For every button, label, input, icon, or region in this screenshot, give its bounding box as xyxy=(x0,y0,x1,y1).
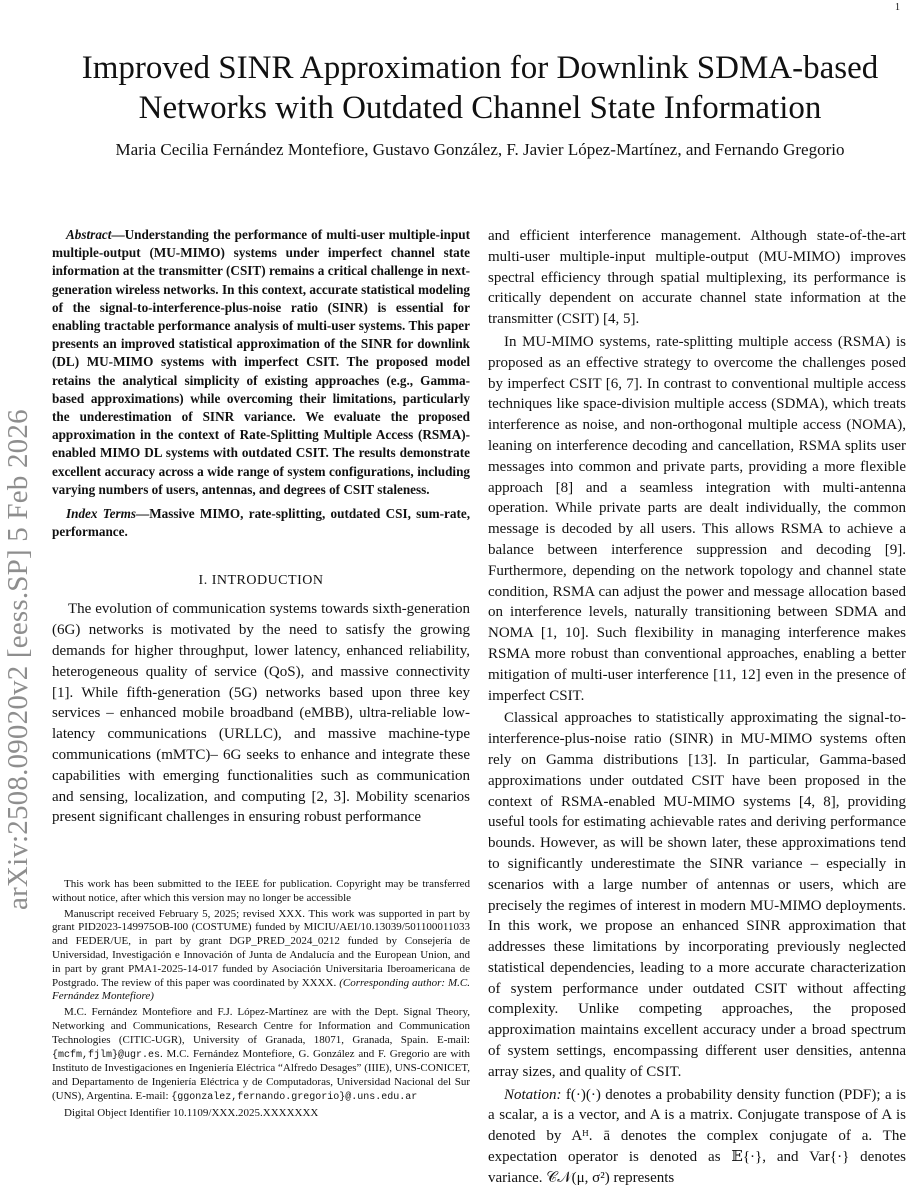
footnote-manuscript xyxy=(52,908,470,1005)
footnote-email-ugr: {mcfm,fjlm}@ugr.es xyxy=(52,1049,161,1061)
footnote-affiliation-middle: . M.C. Fernández Montefiore, G. González and F. Gregorio are with Instituto de Investigaciones en Ingeniería Eléctrica “Alfredo Desages” (IIIE), UNS-CONICET, and Departamento de Ingeniería Eléctrica y de Computadoras, Universidad Nacional del Sur (UNS), Argentina. E-mail: xyxy=(52,1047,470,1102)
intro-continuation: and efficient interference management. Although state-of-the-art multi-user multiple-input multiple-output (MU-MIMO) improves spectral efficiency through spatial multiplexing, its performance is critically dependent on accurate channel state information at the transmitter (CSIT) [4, 5]. xyxy=(488,228,906,328)
footnote-affiliation-prefix: M.C. Fernández Montefiore and F.J. López-Martínez are with the Dept. Signal Theory, Networking and Communications, Research Centre for Information and Communication Technologies (CITIC-UGR), University of Granada, 18071, Granada, Spain. E-mail: xyxy=(52,1006,470,1046)
notation-label: Notation: xyxy=(504,1086,562,1103)
footnote-affiliation xyxy=(52,1006,470,1105)
footnotes xyxy=(52,878,470,1123)
abstract xyxy=(52,226,470,499)
section-heading-introduction: I. INTRODUCTION xyxy=(198,573,324,589)
arxiv-stamp-text: arXiv:2508.09020v2 [eess.SP] 5 Feb 2026 xyxy=(2,409,34,910)
footnote-email-uns: {ggonzalez,fernando.gregorio}@.uns.edu.ar xyxy=(171,1091,418,1103)
left-column xyxy=(52,226,470,828)
index-terms xyxy=(52,505,470,541)
intro-paragraph-rsma: In MU-MIMO systems, rate-splitting multiple access (RSMA) is proposed as an effective strategy to overcome the challenges posed by imperfect CSIT [6, 7]. In contrast to conventional multiple access techniques like space-division multiple access (SDMA), which treats interference as noise, and non-orthogonal multiple access (NOMA), leaning on interference decoding and cancellation, RSMA splits user messages into common and private parts, providing a more flexible approach [8] and a seamless integration with multi-antenna operation. While private parts are dealt individually, the common message is decoded by all users. This allows RSMA to achieve a balance between interference suppression and decoding [9]. Furthermore, depending on the network topology and channel state condition, RSMA can adjust the power and message allocation based on interference levels, naturally transitioning between SDMA and NOMA [1, 10]. Such flexibility in managing interference makes RSMA more robust than conventional approaches, enabling a better mitigation of multi-user interference [11, 12] even in the presence of imperfect CSIT. xyxy=(488,333,906,704)
intro-paragraph-1: The evolution of communication systems towards sixth-generation (6G) networks is motivated by the need to satisfy the growing demands for higher throughput, lower latency, enhanced reliability, heterogeneous quality of service (QoS), and massive connectivity [1]. While fifth-generation (5G) networks based upon three key services – enhanced mobile broadband (eMBB), ultra-reliable low-latency communications (URLLC), and massive machine-type communications (mMTC)– 6G seeks to enhance and integrate these capabilities with emerging functionalities such as communication and sensing, localization, and computing [2, 3]. Mobility scenarios present significant challenges in ensuring robust performance xyxy=(52,601,470,826)
footnote-manuscript-text: Manuscript received February 5, 2025; revised XXX. This work was supported in part by grant PID2023-149975OB-I00 (COSTUME) funded by MICIU/AEI/10.13039/501100011033 and FEDER/UE, in part by grant DGP_PRED_2024_0212 funded by Consejería de Universidad, Investigación e Innovación of Junta de Andalucía and the European Union, and in part by grant PMA1-2025-14-017 funded by Asociación Universitaria Iberoamericana de Postgrado. The review of this paper was coordinated by XXXX. xyxy=(52,907,470,989)
footnote-corresponding: (Corresponding author: M.C. Fernández Montefiore) xyxy=(52,976,471,1003)
paper-authors: Maria Cecilia Fernández Montefiore, Gustavo González, F. Javier López-Martínez, and Fernando Gregorio xyxy=(115,140,845,159)
notation-text: f(·)(·) denotes a probability density function (PDF); a is a scalar, a is a vector, and A is a matrix. Conjugate transpose of A is denoted by Aᴴ. ā denotes the complex conjugate of a. The expectation operator is denoted as 𝔼{·}, and Var{·} denotes variance. 𝒞𝒩(μ, σ²) represents xyxy=(488,1086,906,1186)
footnote-ieee-notice: This work has been submitted to the IEEE for publication. Copyright may be transferred without notice, after which this version may no longer be accessible xyxy=(52,878,470,904)
index-terms-text: —Massive MIMO, rate-splitting, outdated CSI, sum-rate, performance. xyxy=(52,506,470,540)
arxiv-stamp xyxy=(2,310,34,910)
intro-paragraph-classical: Classical approaches to statistically approximating the signal-to-interference-plus-noise ratio (SINR) in MU-MIMO systems often rely on Gamma distributions [13]. In particular, Gamma-based approximations under outdated CSIT have been proposed in the context of RSMA-enabled MU-MIMO systems [4, 8], providing useful tools for estimating achievable rates and deriving performance bounds. However, as will be shown later, these approximations tend to significantly underestimate the SINR variance – especially in scenarios with a large number of antennas or users, which are precisely the regimes of interest in modern MU-MIMO deployments. In this work, we propose an enhanced SINR approximation that addresses these limitations by incorporating previously neglected statistical dependencies, leading to a more accurate characterization of system performance under outdated CSIT without affecting complexity. Unlike competing approaches, the proposed approximation maintains excellent accuracy under a broad spectrum of system settings, encompassing different user densities, antenna array sizes, and quality of CSIT. xyxy=(488,710,906,1080)
page-number: 1 xyxy=(895,2,900,13)
abstract-label: Abstract xyxy=(66,227,112,242)
notation-paragraph xyxy=(488,1085,906,1189)
footnote-doi: Digital Object Identifier 10.1109/XXX.2025.XXXXXXX xyxy=(64,1106,319,1119)
paper-title: Improved SINR Approximation for Downlink SDMA-based Networks with Outdated Channel State Information xyxy=(81,50,879,126)
index-terms-label: Index Terms xyxy=(66,506,136,522)
abstract-text: —Understanding the performance of multi-user multiple-input multiple-output (MU-MIMO) systems under imperfect channel state information at the transmitter (CSIT) remains a critical challenge in next-generation wireless networks. In this context, accurate statistical modeling of the signal-to-interference-plus-noise ratio (SINR) is essential for enabling tractable performance analysis of multi-user systems. This paper presents an improved statistical approximation of the SINR for downlink (DL) MU-MIMO systems with imperfect CSIT. The proposed model retains the analytical simplicity of existing approaches (e.g., Gamma-based approximations) while overcoming their limitations, particularly the underestimation of SINR variance. We evaluate the proposed approximation in the context of Rate-Splitting Multiple Access (RSMA)-enabled MIMO DL systems with outdated CSIT. The results demonstrate excellent accuracy across a wide range of system configurations, including varying numbers of users, antennas, and degrees of CSIT staleness. xyxy=(52,227,470,497)
right-column xyxy=(488,226,906,1189)
